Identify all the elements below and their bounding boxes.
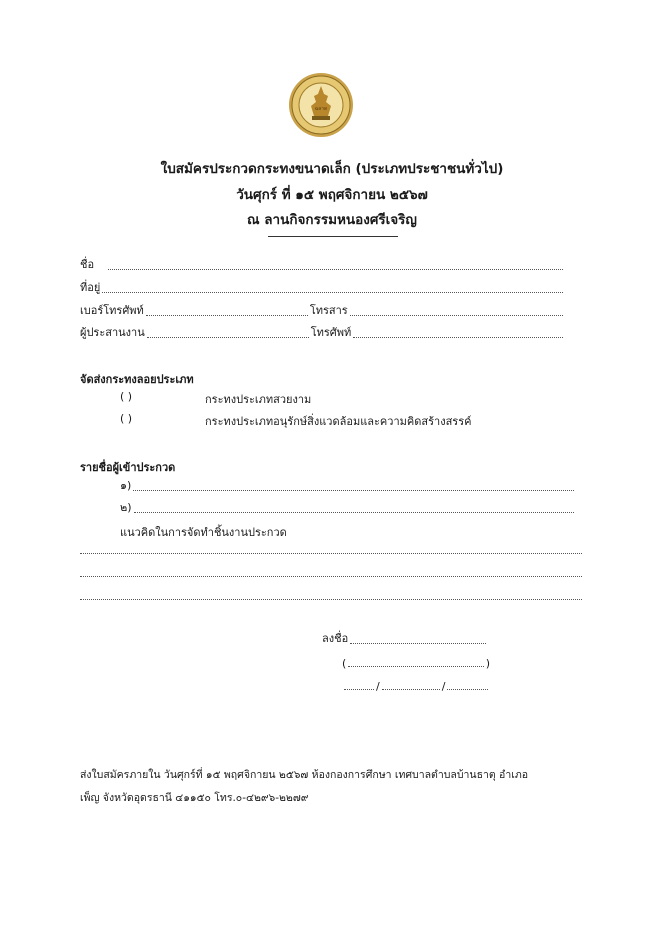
- coordinator-label: ผู้ประสานงาน: [80, 326, 145, 339]
- contestant-1-field[interactable]: [133, 480, 574, 491]
- address-label: ที่อยู่: [80, 281, 101, 294]
- concept-line-1[interactable]: [80, 553, 582, 554]
- seal-inner-text: ฉลาด: [314, 106, 328, 112]
- title-underline: [268, 236, 398, 237]
- date-separator-1: /: [376, 680, 380, 693]
- category-option-beautiful-checkbox[interactable]: ( ): [120, 390, 133, 403]
- category-option-eco-label: กระทงประเภทอนุรักษ์สิ่งแวดล้อมและความคิดสร้างสรรค์: [205, 415, 472, 428]
- concept-line-2[interactable]: [80, 576, 582, 577]
- fax-label: โทรสาร: [309, 304, 348, 317]
- coordinator-field[interactable]: [147, 327, 309, 338]
- signature-row: [322, 631, 488, 647]
- concept-line-3[interactable]: [80, 599, 582, 600]
- contestant-2-field[interactable]: [134, 502, 574, 513]
- form-title: ใบสมัครประกวดกระทงขนาดเล็ก (ประเภทประชาชนทั่วไป): [160, 161, 504, 177]
- municipal-seal-logo: [288, 72, 354, 138]
- phone-field[interactable]: [146, 305, 308, 316]
- event-date: วันศุกร์ ที่ ๑๕ พฤศจิกายน ๒๕๖๗: [236, 187, 428, 203]
- signature-name-field[interactable]: [348, 656, 483, 667]
- date-separator-2: /: [441, 680, 446, 693]
- name-label: ชื่อ: [80, 258, 95, 271]
- name-row: [80, 257, 565, 273]
- address-row: [80, 280, 565, 296]
- signature-label: ลงชื่อ: [322, 632, 349, 645]
- contestant-row-2: [120, 500, 576, 516]
- category-option-eco-checkbox[interactable]: ( ): [120, 412, 133, 425]
- contestants-heading: รายชื่อผู้เข้าประกวด: [80, 461, 176, 474]
- contestant-2-label: ๒): [120, 501, 132, 514]
- paren-open: (: [342, 657, 347, 670]
- name-field[interactable]: [108, 259, 563, 270]
- signature-date-row: [342, 677, 490, 693]
- phone-fax-row: [80, 303, 565, 319]
- coordinator-phone-field[interactable]: [353, 327, 563, 338]
- paren-close: ): [485, 657, 490, 670]
- concept-label: แนวคิดในการจัดทำชิ้นงานประกวด: [120, 526, 287, 539]
- date-year-field[interactable]: [447, 679, 488, 690]
- category-heading: จัดส่งกระทงลอยประเภท: [80, 373, 194, 386]
- signature-field[interactable]: [350, 633, 486, 644]
- address-field[interactable]: [102, 282, 563, 293]
- phone-label: เบอร์โทรศัพท์: [80, 304, 144, 317]
- coordinator-phone-label: โทรศัพท์: [310, 326, 352, 339]
- coordinator-row: [80, 325, 565, 341]
- date-day-field[interactable]: [344, 679, 374, 690]
- date-month-field[interactable]: [382, 679, 440, 690]
- contestant-row-1: [120, 478, 576, 494]
- category-option-beautiful-label: กระทงประเภทสวยงาม: [205, 393, 312, 406]
- signature-name-row: [342, 654, 490, 670]
- submission-note-line-1: ส่งใบสมัครภายใน วันศุกร์ที่ ๑๕ พฤศจิกายน ๒๕๖๗ ห้องกองการศึกษา เทศบาลตำบลบ้านธาตุ อำเภอ: [80, 769, 529, 781]
- event-venue: ณ ลานกิจกรรมหนองศรีเจริญ: [247, 212, 417, 228]
- fax-field[interactable]: [350, 305, 563, 316]
- contestant-1-label: ๑): [120, 479, 132, 492]
- submission-note-line-2: เพ็ญ จังหวัดอุดรธานี ๔๑๑๕๐ โทร.๐-๔๒๙๖-๒๒๗๙: [80, 792, 309, 804]
